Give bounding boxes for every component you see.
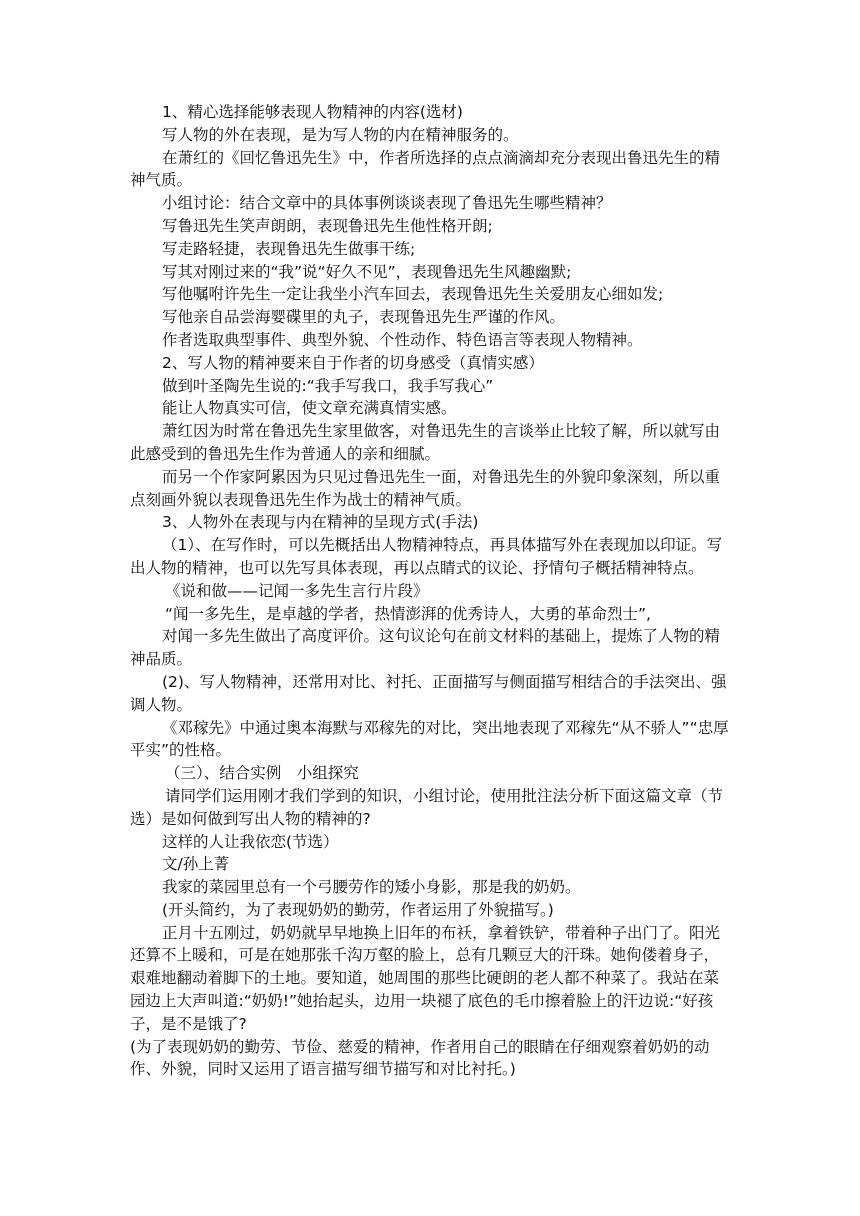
paragraph: （1）、在写作时，可以先概括出人物精神特点，再具体描写外在表现加以印证。写出人物的精神，也可以先写具体表现，再以点睛式的议论、抒情句子概括精神特点。	[130, 536, 723, 577]
paragraph: 《说和做——记闻一多先生言行片段》	[165, 581, 429, 600]
paragraph: 写人物的外在表现，是为写人物的内在精神服务的。	[162, 125, 519, 144]
paragraph: 做到叶圣陶先生说的:“我手写我口，我手写我心”	[162, 376, 494, 395]
paragraph: 这样的人让我依恋(节选）	[162, 832, 339, 851]
paragraph: 2、写人物的精神要来自于作者的切身感受（真情实感）	[162, 353, 544, 372]
paragraph: 作者选取典型事件、典型外貌、个性动作、特色语言等表现人物精神。	[162, 330, 643, 349]
paragraph: （三）、结合实例 小组探究	[165, 764, 359, 783]
paragraph: 《邓稼先》中通过奥本海默与邓稼先的对比，突出地表现了邓稼先“从不骄人”“忠厚平实”的性格。	[130, 718, 729, 760]
paragraph: 写他嘱咐许先生一定让我坐小汽车回去，表现鲁迅先生关爱朋友心细如发;	[162, 285, 664, 304]
paragraph: 3、人物外在表现与内在精神的呈现方式(手法)	[162, 513, 479, 532]
paragraph: 请同学们运用刚才我们学到的知识，小组讨论，使用批注法分析下面这篇文章（节选）是如何做到写出人物的精神的?	[130, 786, 724, 828]
paragraph: 对闻一多先生做出了高度评价。这句议论句在前文材料的基础上，提炼了人物的精神品质。	[130, 627, 721, 669]
paragraph: 写其对刚过来的“我”说“好久不见”，表现鲁迅先生风趣幽默;	[162, 262, 572, 281]
paragraph: “闻一多先生，是卓越的学者，热情澎湃的优秀诗人，大勇的革命烈士”,	[165, 604, 651, 623]
paragraph: 萧红因为时常在鲁迅先生家里做客，对鲁迅先生的言谈举止比较了解，所以就写由此感受到的鲁迅先生作为普通人的亲和细腻。	[130, 422, 721, 463]
paragraph: 1、精心选择能够表现人物精神的内容(选材)	[162, 103, 463, 121]
paragraph: 文/孙上菁	[162, 855, 230, 874]
paragraph: 在萧红的《回忆鲁迅先生》中，作者所选择的点点滴滴却充分表现出鲁迅先生的精神气质。	[130, 148, 721, 190]
paragraph: 写他亲自品尝海婴碟里的丸子，表现鲁迅先生严谨的作风。	[162, 308, 566, 327]
paragraph: (2)、写人物精神，还常用对比、衬托、正面描写与侧面描写相结合的手法突出、强调人物。	[130, 672, 727, 714]
paragraph: 写走路轻捷，表现鲁迅先生做事干练;	[162, 239, 416, 258]
paragraph: 而另一个作家阿累因为只见过鲁迅先生一面，对鲁迅先生的外貌印象深刻，所以重点刻画外貌以表现鲁迅先生作为战士的精神气质。	[130, 467, 721, 509]
paragraph: (为了表现奶奶的勤劳、节俭、慈爱的精神，作者用自己的眼睛在仔细观察着奶奶的动作、外貌，同时又运用了语言描写细节描写和对比衬托。)	[130, 1037, 710, 1079]
paragraph: 小组讨论：结合文章中的具体事例谈谈表现了鲁迅先生哪些精神？	[162, 194, 612, 213]
paragraph: (开头简约，为了表现奶奶的勤劳，作者运用了外貌描写。)	[162, 900, 554, 919]
document-body	[130, 101, 730, 1081]
paragraph: 我家的菜园里总有一个弓腰劳作的矮小身影，那是我的奶奶。	[162, 878, 581, 897]
paragraph: 正月十五刚过，奶奶就早早地换上旧年的布袄，拿着铁铲，带着种子出门了。阳光还算不上暖和，可是在她那张千沟万壑的脸上，总有几颗豆大的汗珠。她佝偻着身子，艰难地翻动着脚下的土地。要知道，她周围的那些比硬朗的老人都不种菜了。我站在菜园边上大声叫道:“奶奶!”她抬起头，边用一块褪了底色的毛巾擦着脸上的汗边说:“好孩子，是不是饿了?	[130, 923, 721, 1033]
paragraph: 写鲁迅先生笑声朗朗，表现鲁迅先生他性格开朗;	[162, 216, 493, 235]
paragraph: 能让人物真实可信，使文章充满真情实感。	[162, 399, 457, 418]
